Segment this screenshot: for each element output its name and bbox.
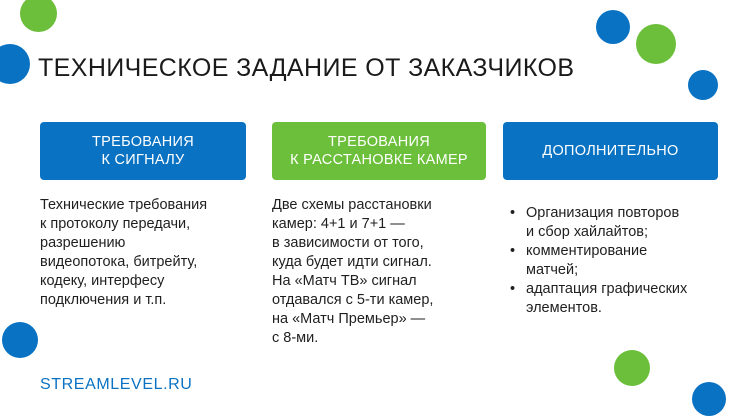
text-line: камер: 4+1 и 7+1 — [272, 216, 405, 232]
card-additional [503, 122, 718, 180]
list-item-line: • адаптация графических [526, 281, 688, 297]
blue-circle-bottom-left [2, 322, 38, 358]
list-item-line: элементов. [526, 300, 602, 316]
text-line: Две схемы расстановки [272, 197, 432, 213]
card-label-line2: К РАССТАНОВКЕ КАМЕР [290, 152, 468, 168]
text-line: разрешению [40, 235, 126, 251]
text-line: Технические требования [40, 197, 208, 213]
list-item [510, 280, 730, 318]
text-line: На «Матч ТВ» сигнал [272, 273, 417, 289]
footer-link[interactable]: STREAMLEVEL.RU [40, 376, 193, 393]
list-item [510, 242, 730, 280]
card-signal-requirements [40, 122, 246, 180]
card-label-line1: ДОПОЛНИТЕЛЬНО [542, 143, 679, 159]
list-item-line: матчей; [526, 262, 579, 278]
signal-requirements-text [40, 196, 255, 310]
slide-title: ТЕХНИЧЕСКОЕ ЗАДАНИЕ ОТ ЗАКАЗЧИКОВ [38, 54, 575, 82]
text-line: отдавался с 5-ти камер, [272, 292, 434, 308]
list-item-line: • Организация повторов [526, 205, 680, 221]
camera-requirements-text [272, 196, 487, 348]
additional-list [510, 204, 730, 318]
text-line: видеопотока, битрейту, [40, 254, 198, 270]
green-circle-top-right [636, 24, 676, 64]
list-item-line: и сбор хайлайтов; [526, 224, 648, 240]
text-line: к протоколу передачи, [40, 216, 191, 232]
text-line: подключения и т.п. [40, 292, 167, 308]
text-line: кодеку, интерфесу [40, 273, 165, 289]
card-label-line1: ТРЕБОВАНИЯ [327, 134, 431, 150]
list-item-line: • комментирование [526, 243, 648, 259]
blue-circle-top-left [0, 44, 30, 84]
green-circle-bottom-right [614, 350, 650, 386]
green-circle-top-left [20, 0, 57, 32]
blue-circle-right [688, 70, 718, 100]
text-line: в зависимости от того, [272, 235, 424, 251]
blue-circle-top-right [596, 10, 630, 44]
text-line: с 8-ми. [272, 330, 319, 346]
card-label-line2: К СИГНАЛУ [101, 152, 185, 168]
list-item [510, 204, 730, 242]
card-label-line1: ТРЕБОВАНИЯ [91, 134, 195, 150]
text-line: на «Матч Премьер» — [272, 311, 426, 327]
text-line: куда будет идти сигнал. [272, 254, 432, 270]
card-camera-requirements [272, 122, 486, 180]
